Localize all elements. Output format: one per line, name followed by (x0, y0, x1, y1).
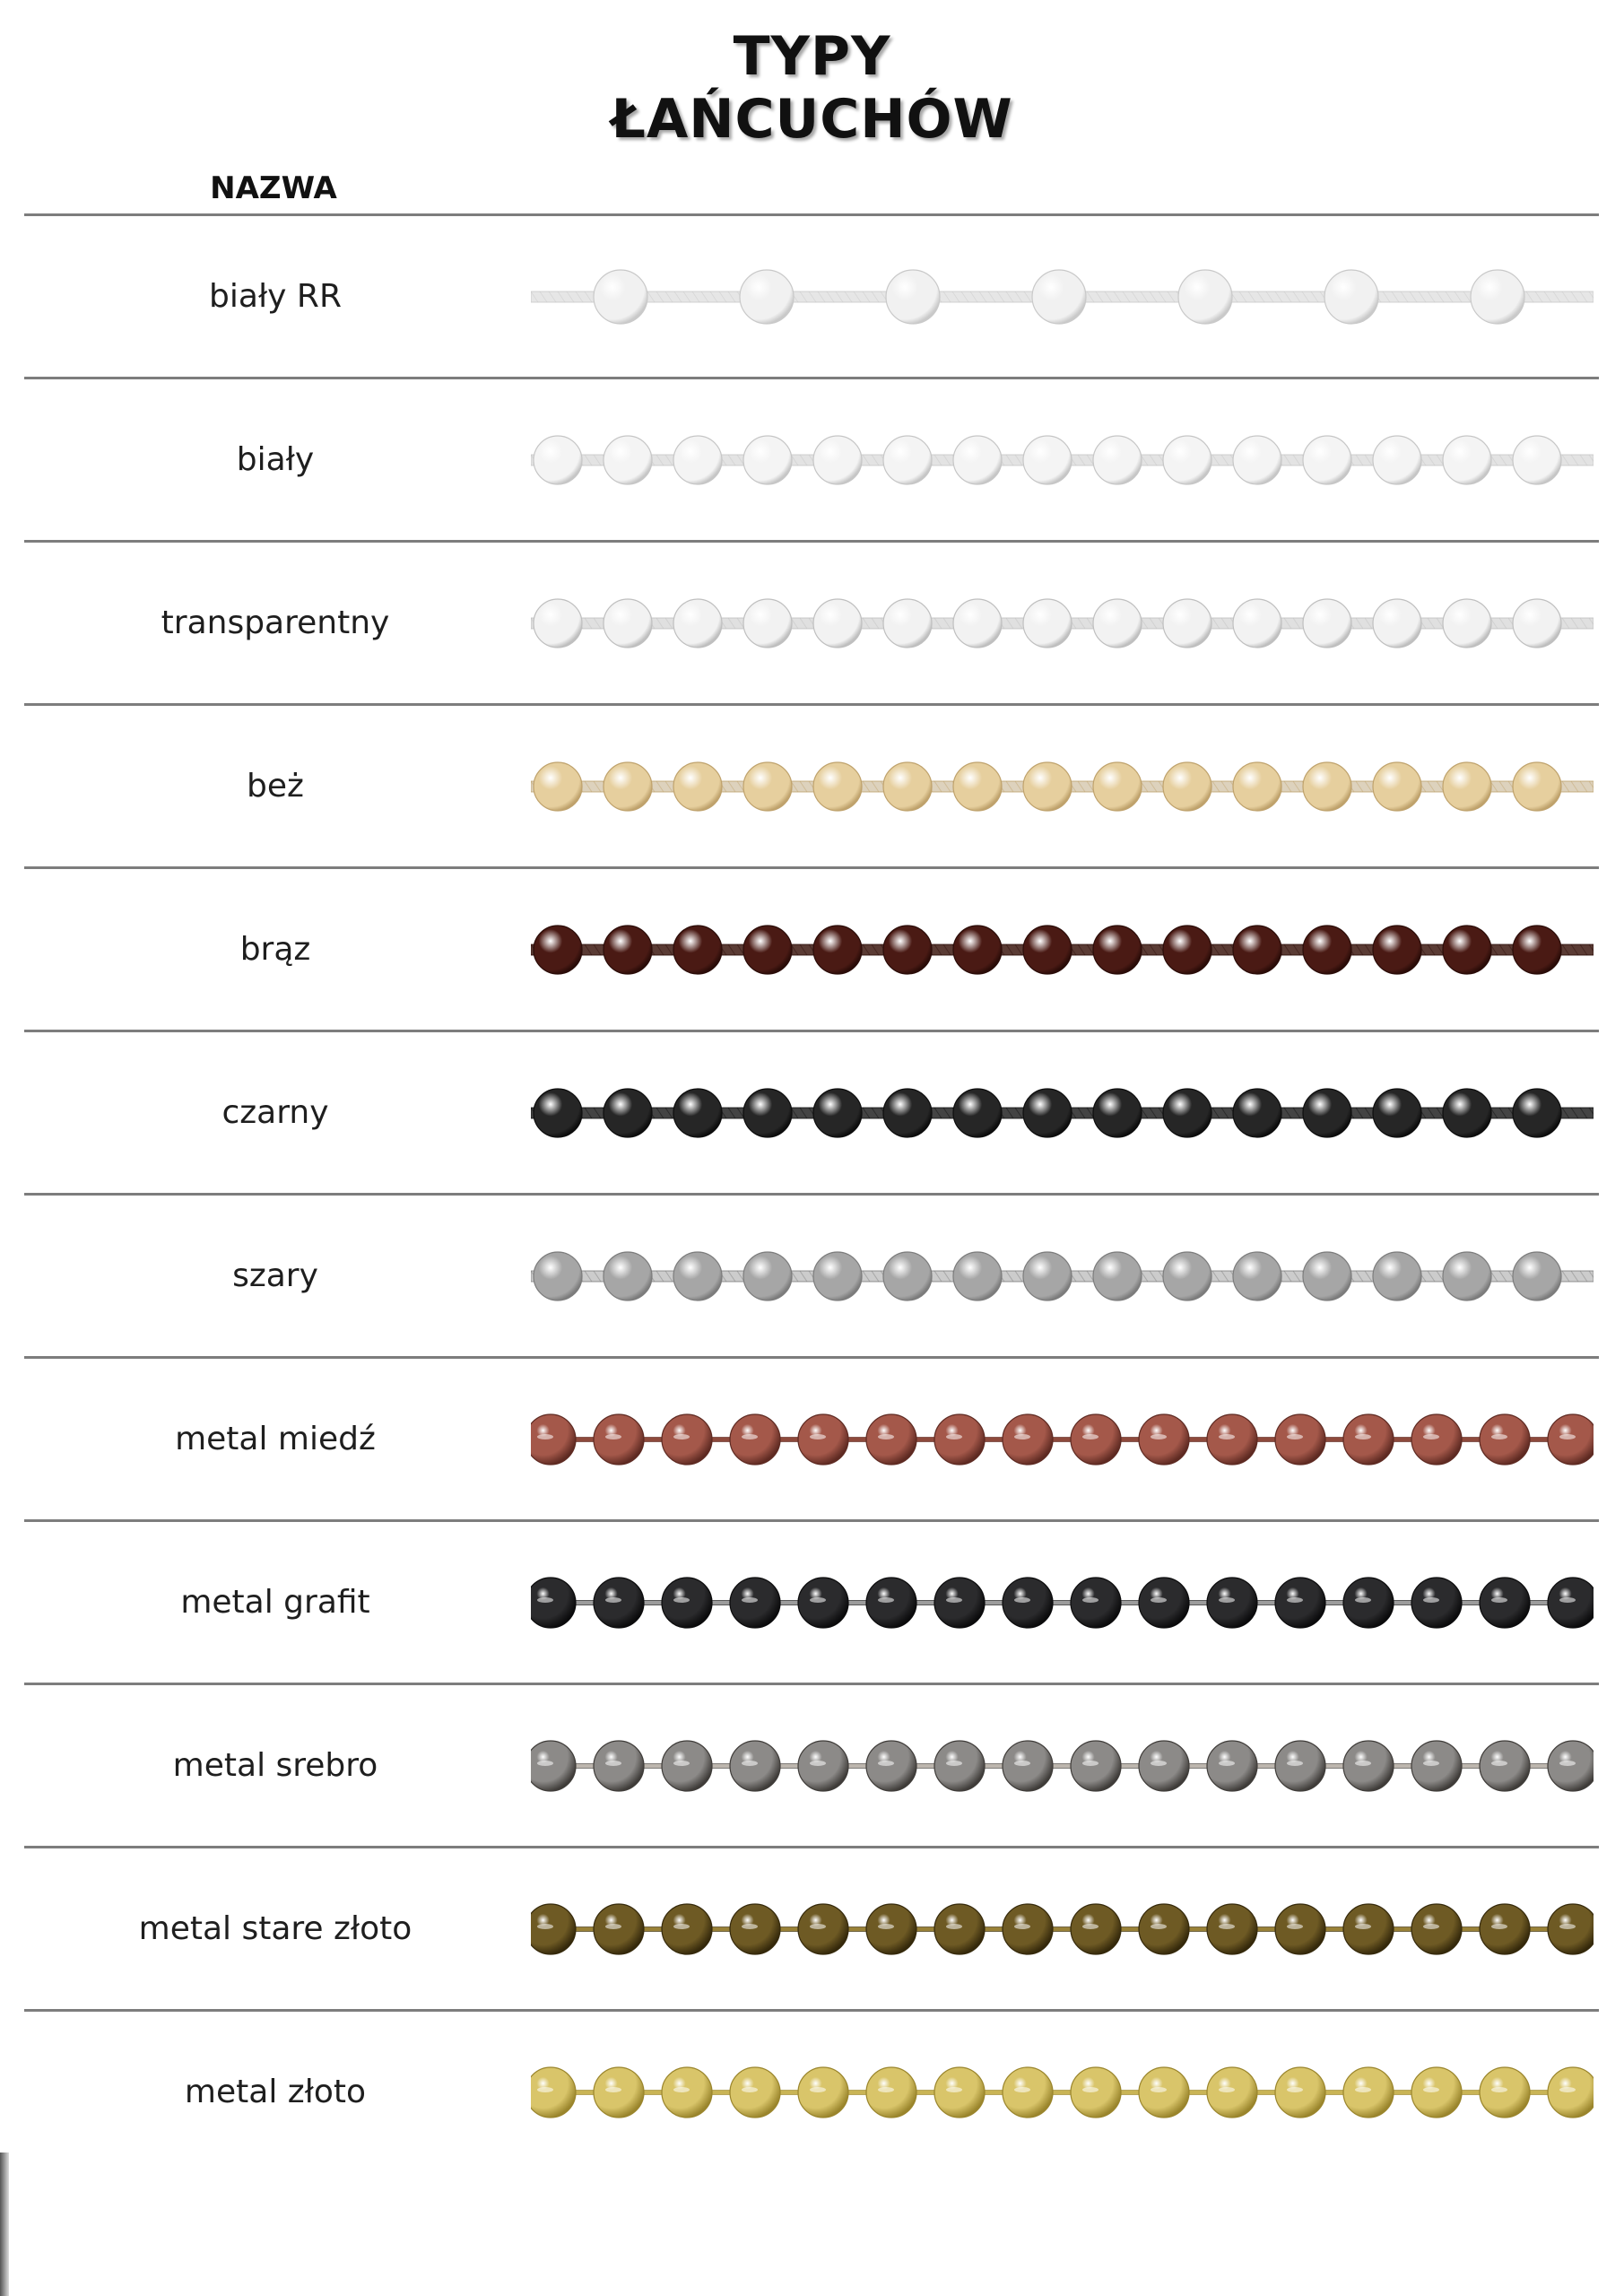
chain-bead (1233, 1089, 1281, 1137)
chain-bead (1443, 436, 1491, 484)
chain-bead (1548, 1414, 1594, 1465)
chain-bead (1003, 1904, 1053, 1954)
column-header-name: NAZWA (210, 170, 337, 206)
chain-bead (673, 599, 722, 648)
chain-bead (594, 1414, 644, 1465)
chain-bead (1233, 1252, 1281, 1300)
bead-highlight (810, 1597, 826, 1603)
chain-bead (1480, 1741, 1530, 1791)
chain-bead (1163, 762, 1211, 811)
chain-bead (673, 762, 722, 811)
bead-highlight (1355, 2087, 1371, 2092)
chain-bead (883, 926, 932, 974)
chain-bead (1207, 1741, 1257, 1791)
bead-highlight (1151, 1761, 1167, 1766)
chain-bead (1139, 1741, 1189, 1791)
chain-bead (1343, 1578, 1394, 1628)
chain-bead (673, 1089, 722, 1137)
chain-bead (1233, 926, 1281, 974)
chain-bead (953, 926, 1002, 974)
bead-highlight (537, 1761, 553, 1766)
chain-bead (813, 762, 862, 811)
bead-highlight (742, 2087, 758, 2092)
bead-highlight (1559, 1597, 1576, 1603)
bead-highlight (1423, 1434, 1439, 1439)
chain-bead (883, 436, 932, 484)
bead-highlight (1219, 1924, 1235, 1929)
chain-bead (594, 1904, 644, 1954)
bead-highlight (1082, 1597, 1099, 1603)
bead-highlight (1423, 1761, 1439, 1766)
chain-bead (1275, 1904, 1325, 1954)
bead-highlight (1355, 1434, 1371, 1439)
table-row (24, 1683, 1599, 1846)
bead-highlight (742, 1597, 758, 1603)
chain-bead (1023, 762, 1072, 811)
chain-bead (604, 926, 652, 974)
bead-highlight (1355, 1924, 1371, 1929)
chain-bead (1513, 926, 1561, 974)
chain-bead (883, 599, 932, 648)
chain-bead (594, 1578, 644, 1628)
chain-bead (1139, 1578, 1189, 1628)
chain-bead (934, 1578, 985, 1628)
chain-bead (1471, 270, 1524, 324)
bead-highlight (742, 1434, 758, 1439)
chain-bead (1303, 599, 1351, 648)
chain-bead (1233, 599, 1281, 648)
chain-name: metal srebro (172, 1747, 378, 1784)
chain-bead (531, 1741, 576, 1791)
chain-bead (1275, 1578, 1325, 1628)
chain-bead (662, 1741, 712, 1791)
chain-bead (1548, 2067, 1594, 2118)
bead-highlight (1151, 1597, 1167, 1603)
page-title-line-1: TYPY (733, 25, 891, 88)
chain-bead (1513, 762, 1561, 811)
bead-highlight (878, 2087, 894, 2092)
bead-highlight (1287, 1597, 1303, 1603)
chain-bead (1548, 1741, 1594, 1791)
bead-highlight (673, 1597, 690, 1603)
bead-highlight (1491, 1434, 1507, 1439)
chain-bead (604, 762, 652, 811)
chain-bead (1373, 1089, 1421, 1137)
bead-highlight (946, 1761, 962, 1766)
chain-bead (934, 1741, 985, 1791)
chain-bead (673, 436, 722, 484)
chain-bead (883, 1089, 932, 1137)
chain-bead (531, 1414, 576, 1465)
chain-bead (813, 599, 862, 648)
chain-bead (886, 270, 940, 324)
chain-bead (883, 1252, 932, 1300)
bead-highlight (1151, 2087, 1167, 2092)
bead-highlight (946, 2087, 962, 2092)
chain-bead (1303, 762, 1351, 811)
chain-bead (1480, 1578, 1530, 1628)
chain-bead (813, 926, 862, 974)
chain-bead (730, 1578, 780, 1628)
chain-bead (953, 762, 1002, 811)
table-row (24, 1519, 1599, 1683)
chain-bead (1548, 1578, 1594, 1628)
bead-highlight (1151, 1434, 1167, 1439)
bead-highlight (878, 1434, 894, 1439)
chain-bead (743, 926, 792, 974)
chain-bead (534, 1252, 582, 1300)
chain-bead (1373, 762, 1421, 811)
chain-bead (1480, 1904, 1530, 1954)
chain-bead (604, 599, 652, 648)
bead-highlight (605, 1597, 621, 1603)
chain-bead (1513, 1252, 1561, 1300)
chain-bead (953, 599, 1002, 648)
page-title-line-2: ŁAŃCUCHÓW (611, 88, 1013, 151)
chain-bead (730, 2067, 780, 2118)
chain-name: metal stare złoto (138, 1910, 413, 1947)
table-row (24, 1846, 1599, 2009)
chain-bead (531, 1578, 576, 1628)
bead-highlight (537, 1597, 553, 1603)
chain-bead (662, 1414, 712, 1465)
chain-name: biały RR (209, 278, 342, 315)
bead-highlight (1287, 2087, 1303, 2092)
chain-bead (1207, 1578, 1257, 1628)
chain-bead (934, 1904, 985, 1954)
bead-highlight (605, 2087, 621, 2092)
chain-bead (1163, 599, 1211, 648)
chain-bead (1343, 1741, 1394, 1791)
chain-bead (866, 1414, 916, 1465)
chain-bead (1003, 1578, 1053, 1628)
chain-bead (1093, 1089, 1142, 1137)
bead-highlight (1082, 1924, 1099, 1929)
chain-bead (1275, 1741, 1325, 1791)
bead-highlight (605, 1761, 621, 1766)
chain-bead (1303, 1252, 1351, 1300)
chain-bead (534, 926, 582, 974)
chain-bead (953, 436, 1002, 484)
bead-highlight (1355, 1597, 1371, 1603)
chain-name: czarny (221, 1094, 329, 1131)
chain-bead (594, 2067, 644, 2118)
chain-bead (662, 2067, 712, 2118)
bead-highlight (1151, 1924, 1167, 1929)
bead-highlight (1014, 1924, 1030, 1929)
chain-bead (1275, 2067, 1325, 2118)
chain-bead (1343, 2067, 1394, 2118)
chain-bead (1071, 1414, 1121, 1465)
chain-bead (594, 270, 647, 324)
chain-bead (1303, 1089, 1351, 1137)
bead-highlight (742, 1924, 758, 1929)
chain-bead (1071, 1904, 1121, 1954)
table-row (24, 1030, 1599, 1193)
bead-highlight (537, 1924, 553, 1929)
chain-bead (1513, 436, 1561, 484)
chain-bead (798, 1904, 848, 1954)
chain-grey-icon (531, 1231, 1594, 1321)
bead-highlight (673, 1761, 690, 1766)
chain-bead (1071, 1741, 1121, 1791)
bead-highlight (810, 1434, 826, 1439)
chain-bead (1207, 1414, 1257, 1465)
chain-bead (1480, 2067, 1530, 2118)
chain-bead (1023, 1252, 1072, 1300)
chain-bead (743, 762, 792, 811)
chain-bead (673, 1252, 722, 1300)
chain-bead (798, 1414, 848, 1465)
chain-bead (1071, 1578, 1121, 1628)
table-row (24, 703, 1599, 866)
bead-highlight (537, 2087, 553, 2092)
chain-bead (1023, 599, 1072, 648)
chain-bead (1163, 926, 1211, 974)
chain-bead (1343, 1904, 1394, 1954)
bead-highlight (810, 2087, 826, 2092)
bead-highlight (1559, 1761, 1576, 1766)
chain-bead (662, 1578, 712, 1628)
chain-bead (1207, 1904, 1257, 1954)
table-row (24, 213, 1599, 377)
bead-highlight (605, 1434, 621, 1439)
chain-bead (953, 1089, 1002, 1137)
bead-highlight (878, 1924, 894, 1929)
chain-bead (1093, 599, 1142, 648)
chain-bead (1411, 1741, 1462, 1791)
chain-bead (1443, 926, 1491, 974)
chain-bead (1480, 1414, 1530, 1465)
chain-metal-gold-icon (531, 2048, 1594, 2137)
scan-edge-shadow (0, 2152, 9, 2296)
bead-highlight (1423, 1924, 1439, 1929)
page-title (0, 25, 1624, 151)
bead-highlight (1287, 1434, 1303, 1439)
chain-bead (740, 270, 794, 324)
chain-bead (1343, 1414, 1394, 1465)
chain-bead (934, 1414, 985, 1465)
bead-highlight (946, 1924, 962, 1929)
chain-bead (1443, 1252, 1491, 1300)
bead-highlight (810, 1924, 826, 1929)
chain-bead (1093, 762, 1142, 811)
bead-highlight (1014, 2087, 1030, 2092)
chain-bead (1178, 270, 1232, 324)
bead-highlight (1423, 2087, 1439, 2092)
chain-bead (866, 1904, 916, 1954)
bead-highlight (810, 1761, 826, 1766)
chain-bead (743, 599, 792, 648)
bead-highlight (878, 1761, 894, 1766)
chain-name: transparentny (161, 604, 390, 641)
chain-brown-icon (531, 905, 1594, 995)
chain-bead (1513, 1089, 1561, 1137)
chain-name: biały (236, 441, 315, 478)
bead-highlight (1014, 1761, 1030, 1766)
chain-bead (798, 1578, 848, 1628)
chain-bead (883, 762, 932, 811)
chain-metal-old-gold-icon (531, 1884, 1594, 1974)
chain-bead (534, 1089, 582, 1137)
chain-bead (534, 436, 582, 484)
chain-bead (1139, 1904, 1189, 1954)
table-row (24, 1193, 1599, 1356)
table-row (24, 377, 1599, 540)
chain-bead (673, 926, 722, 974)
chain-bead (1163, 436, 1211, 484)
bead-highlight (673, 2087, 690, 2092)
chain-white-rr-icon (531, 252, 1594, 342)
chain-metal-copper-icon (531, 1395, 1594, 1484)
table-row (24, 540, 1599, 703)
bead-highlight (1082, 1434, 1099, 1439)
chain-bead (1373, 926, 1421, 974)
chain-bead (1443, 1089, 1491, 1137)
bead-highlight (1219, 2087, 1235, 2092)
chain-name: metal grafit (180, 1584, 370, 1621)
chain-bead (1443, 599, 1491, 648)
chain-bead (813, 436, 862, 484)
chain-bead (866, 1578, 916, 1628)
chain-bead (1373, 1252, 1421, 1300)
chain-bead (866, 1741, 916, 1791)
chain-bead (934, 2067, 985, 2118)
bead-highlight (1423, 1597, 1439, 1603)
bead-highlight (1559, 1924, 1576, 1929)
chain-bead (1275, 1414, 1325, 1465)
chain-bead (730, 1414, 780, 1465)
chain-bead (1548, 1904, 1594, 1954)
bead-highlight (1287, 1924, 1303, 1929)
chain-bead (531, 1904, 576, 1954)
chain-bead (743, 1252, 792, 1300)
chain-bead (1023, 926, 1072, 974)
chain-name: brąz (239, 931, 311, 968)
chain-beige-icon (531, 742, 1594, 831)
chain-bead (1411, 1578, 1462, 1628)
chain-bead (743, 1089, 792, 1137)
table-row (24, 866, 1599, 1030)
chain-bead (604, 1089, 652, 1137)
bead-highlight (946, 1434, 962, 1439)
chain-bead (1513, 599, 1561, 648)
chain-name: szary (232, 1257, 318, 1294)
chain-bead (1411, 2067, 1462, 2118)
table-row (24, 2009, 1599, 2172)
chain-bead (866, 2067, 916, 2118)
chain-bead (1233, 762, 1281, 811)
bead-highlight (1014, 1597, 1030, 1603)
chain-bead (798, 1741, 848, 1791)
bead-highlight (946, 1597, 962, 1603)
bead-highlight (742, 1761, 758, 1766)
chain-bead (1023, 1089, 1072, 1137)
chain-bead (1324, 270, 1378, 324)
chain-bead (1003, 1741, 1053, 1791)
chain-name: metal złoto (184, 2074, 367, 2110)
bead-highlight (1355, 1761, 1371, 1766)
bead-highlight (1559, 1434, 1576, 1439)
bead-highlight (1219, 1434, 1235, 1439)
chain-bead (1093, 1252, 1142, 1300)
chain-bead (1093, 436, 1142, 484)
chain-bead (1373, 436, 1421, 484)
chain-name: metal miedź (175, 1421, 376, 1457)
chain-bead (1303, 926, 1351, 974)
chain-bead (730, 1904, 780, 1954)
chain-bead (813, 1252, 862, 1300)
bead-highlight (878, 1597, 894, 1603)
chain-bead (1163, 1089, 1211, 1137)
chain-bead (1411, 1904, 1462, 1954)
chain-bead (1411, 1414, 1462, 1465)
chain-bead (604, 1252, 652, 1300)
chain-types-table (24, 213, 1599, 2172)
chain-bead (1207, 2067, 1257, 2118)
chain-bead (1139, 2067, 1189, 2118)
bead-highlight (537, 1434, 553, 1439)
chain-bead (1163, 1252, 1211, 1300)
chain-bead (662, 1904, 712, 1954)
chain-bead (1023, 436, 1072, 484)
chain-bead (798, 2067, 848, 2118)
bead-highlight (1491, 1924, 1507, 1929)
bead-highlight (1219, 1597, 1235, 1603)
chain-bead (1443, 762, 1491, 811)
chain-bead (1071, 2067, 1121, 2118)
chain-bead (743, 436, 792, 484)
chain-metal-graphite-icon (531, 1558, 1594, 1648)
chain-bead (1032, 270, 1086, 324)
chain-bead (730, 1741, 780, 1791)
bead-highlight (673, 1434, 690, 1439)
chain-bead (1373, 599, 1421, 648)
chain-bead (1003, 2067, 1053, 2118)
chain-bead (813, 1089, 862, 1137)
bead-highlight (1082, 1761, 1099, 1766)
bead-highlight (1491, 1761, 1507, 1766)
chain-name: beż (247, 768, 304, 804)
chain-bead (534, 599, 582, 648)
bead-highlight (1219, 1761, 1235, 1766)
bead-highlight (1014, 1434, 1030, 1439)
bead-highlight (605, 1924, 621, 1929)
bead-highlight (1082, 2087, 1099, 2092)
chain-bead (1303, 436, 1351, 484)
chain-bead (1139, 1414, 1189, 1465)
chain-metal-silver-icon (531, 1721, 1594, 1811)
chain-bead (1003, 1414, 1053, 1465)
chain-bead (531, 2067, 576, 2118)
chain-bead (953, 1252, 1002, 1300)
bead-highlight (1287, 1761, 1303, 1766)
chain-bead (1093, 926, 1142, 974)
table-row (24, 1356, 1599, 1519)
chain-white-icon (531, 415, 1594, 505)
chain-black-icon (531, 1068, 1594, 1158)
bead-highlight (1491, 2087, 1507, 2092)
bead-highlight (1559, 2087, 1576, 2092)
chain-bead (1233, 436, 1281, 484)
chain-bead (604, 436, 652, 484)
bead-highlight (673, 1924, 690, 1929)
chain-transparent-icon (531, 578, 1594, 668)
chain-bead (594, 1741, 644, 1791)
chain-bead (534, 762, 582, 811)
bead-highlight (1491, 1597, 1507, 1603)
